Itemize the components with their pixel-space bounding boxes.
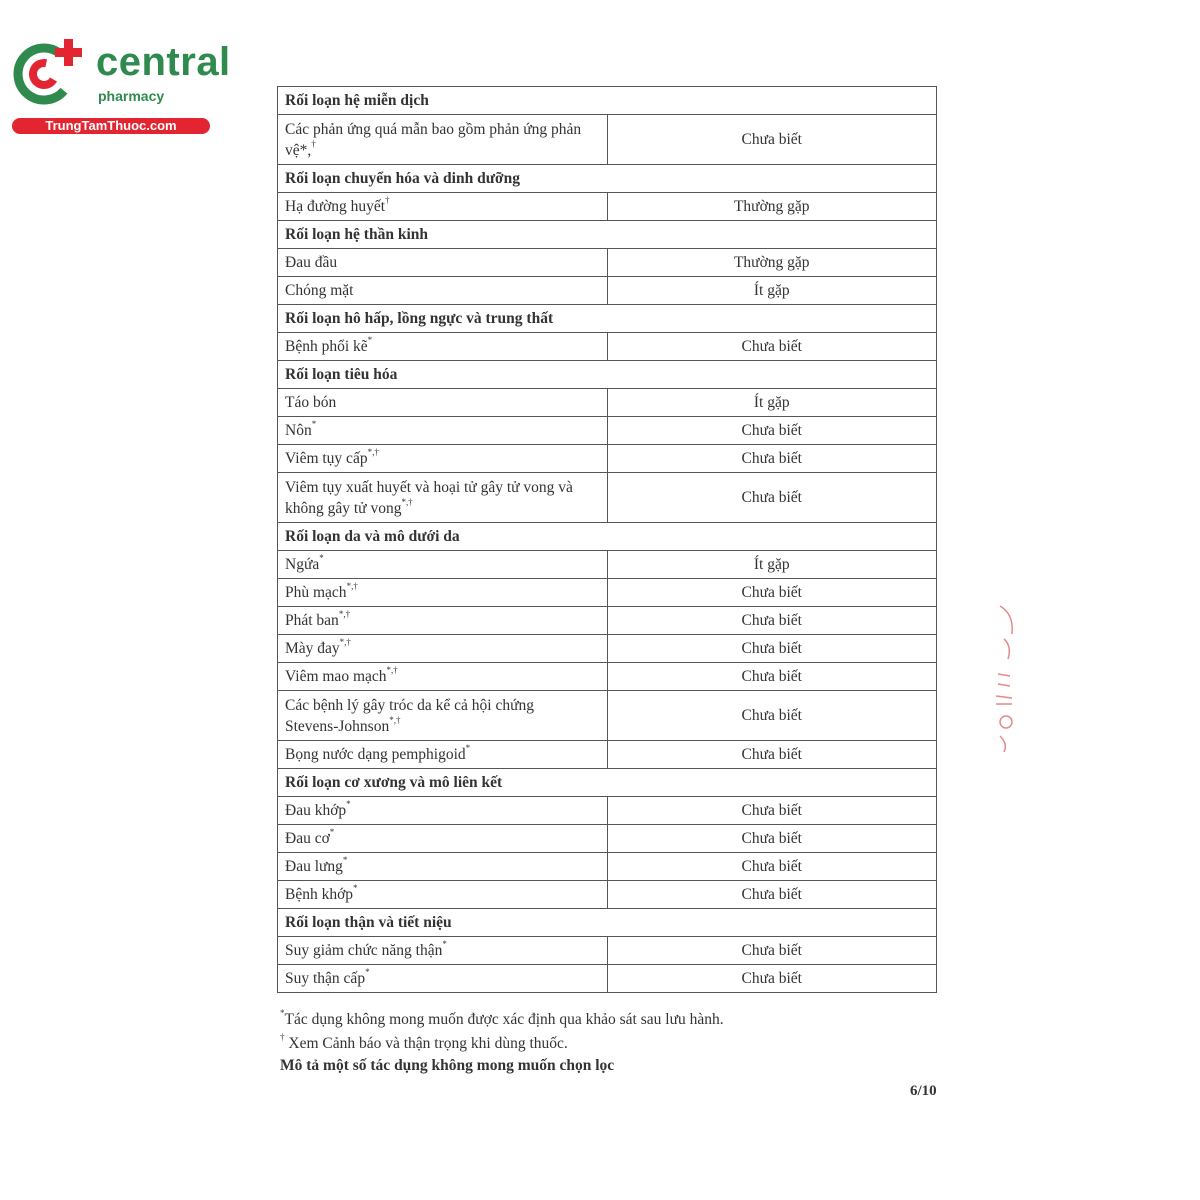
adverse-effect-name <box>278 741 608 769</box>
table-row <box>278 389 937 417</box>
frequency-value: Thường gặp <box>607 193 937 221</box>
footnote-mark: † <box>280 1031 285 1042</box>
effect-name-text: Suy giảm chức năng thận <box>285 942 443 959</box>
footnote-mark: * <box>353 882 358 893</box>
table-row <box>278 825 937 853</box>
table-row <box>278 333 937 361</box>
section-heading: Mô tả một số tác dụng không mong muốn chọn lọc <box>280 1057 615 1074</box>
footnote-mark: *,† <box>367 446 379 457</box>
category-row <box>278 221 937 249</box>
adverse-effect-name <box>278 249 608 277</box>
table-row <box>278 193 937 221</box>
footnote-mark: *,† <box>386 664 398 675</box>
footnote-mark: * <box>342 854 348 865</box>
table-row <box>278 663 937 691</box>
effect-name-text: Táo bón <box>285 394 337 411</box>
effect-name-text-line2: Stevens-Johnson <box>285 718 390 735</box>
frequency-value: Chưa biết <box>607 333 937 361</box>
frequency-value: Chưa biết <box>607 937 937 965</box>
table-row <box>278 853 937 881</box>
frequency-value: Chưa biết <box>607 579 937 607</box>
frequency-value: Chưa biết <box>607 417 937 445</box>
effect-name-text: Phù mạch <box>285 584 347 601</box>
adverse-effect-name <box>278 277 608 305</box>
effect-name-text: Bọng nước dạng pemphigoid <box>285 746 466 763</box>
table-row <box>278 417 937 445</box>
table-row <box>278 115 937 165</box>
effect-name-text: Đau cơ <box>285 830 330 847</box>
adverse-effect-name <box>278 853 608 881</box>
footnotes <box>280 1008 724 1056</box>
adverse-effect-name <box>278 797 608 825</box>
footnote-mark: *,† <box>338 608 351 619</box>
effect-name-text: Các bệnh lý gây tróc da kể cả hội chứng <box>285 697 534 714</box>
effect-name-text: Đau lưng <box>285 858 343 875</box>
footnote-mark: * <box>280 1007 285 1018</box>
table-row <box>278 965 937 993</box>
footnote-mark: *,† <box>401 496 413 507</box>
category-heading: Rối loạn hô hấp, lồng ngực và trung thất <box>278 305 937 333</box>
table-row <box>278 445 937 473</box>
category-row <box>278 523 937 551</box>
table-row <box>278 579 937 607</box>
adverse-effect-name <box>278 607 608 635</box>
frequency-value: Ít gặp <box>607 277 937 305</box>
category-row <box>278 769 937 797</box>
adverse-effects-table-body <box>278 87 937 993</box>
effect-name-text: Đau khớp <box>285 802 347 819</box>
effect-name-text: Viêm tụy cấp <box>285 450 368 467</box>
category-heading: Rối loạn chuyển hóa và dinh dưỡng <box>278 165 937 193</box>
brand-name: central <box>96 40 231 84</box>
effect-name-text: Các phản ứng quá mẫn bao gồm phản ứng phản <box>285 121 582 138</box>
footnote-mark: * <box>346 798 351 809</box>
frequency-value: Ít gặp <box>607 389 937 417</box>
adverse-effect-name <box>278 825 608 853</box>
effect-name-text: Phát ban <box>285 612 339 629</box>
central-pharmacy-logo <box>10 36 231 136</box>
frequency-value: Chưa biết <box>607 473 937 523</box>
table-row <box>278 937 937 965</box>
table-row <box>278 473 937 523</box>
category-heading: Rối loạn hệ miễn dịch <box>278 87 937 115</box>
footnote-mark: * <box>329 826 335 837</box>
effect-name-text-line2: không gây tử vong <box>285 500 402 517</box>
frequency-value: Chưa biết <box>607 965 937 993</box>
red-stamp-mark <box>990 604 1022 754</box>
footnote-text: Tác dụng không mong muốn được xác định qua khảo sát sau lưu hành. <box>284 1011 724 1028</box>
adverse-effect-name <box>278 193 608 221</box>
frequency-value: Chưa biết <box>607 663 937 691</box>
category-heading: Rối loạn hệ thần kinh <box>278 221 937 249</box>
effect-name-text: Nôn <box>285 422 312 439</box>
effect-name-text: Đau đầu <box>285 254 338 271</box>
category-heading: Rối loạn da và mô dưới da <box>278 523 937 551</box>
frequency-value: Thường gặp <box>607 249 937 277</box>
pharmacy-cross-icon <box>10 36 90 108</box>
effect-name-text-line2: vệ*, <box>285 142 312 159</box>
frequency-value: Chưa biết <box>607 825 937 853</box>
adverse-effect-name <box>278 389 608 417</box>
effect-name-text: Bệnh phổi kẽ <box>285 338 368 355</box>
effect-name-text: Ngứa <box>285 556 320 573</box>
footnote-mark: * <box>365 966 370 977</box>
frequency-value: Chưa biết <box>607 853 937 881</box>
footnote-mark: *,† <box>346 580 358 591</box>
category-row <box>278 87 937 115</box>
frequency-value: Chưa biết <box>607 445 937 473</box>
adverse-effect-name <box>278 473 608 523</box>
frequency-value: Chưa biết <box>607 691 937 741</box>
category-heading: Rối loạn thận và tiết niệu <box>278 909 937 937</box>
table-row <box>278 551 937 579</box>
table-row <box>278 249 937 277</box>
frequency-value: Ít gặp <box>607 551 937 579</box>
adverse-effect-name <box>278 691 608 741</box>
category-heading: Rối loạn tiêu hóa <box>278 361 937 389</box>
footnote-mark: * <box>367 334 373 345</box>
frequency-value: Chưa biết <box>607 635 937 663</box>
adverse-effect-name <box>278 881 608 909</box>
footnote-mark: * <box>319 552 324 563</box>
page-number: 6/10 <box>910 1083 937 1099</box>
footnote-mark: * <box>442 938 447 949</box>
frequency-value: Chưa biết <box>607 607 937 635</box>
footnote-mark: * <box>465 742 471 753</box>
table-row <box>278 691 937 741</box>
effect-name-text: Bệnh khớp <box>285 886 354 903</box>
adverse-effect-name <box>278 551 608 579</box>
frequency-value: Chưa biết <box>607 797 937 825</box>
adverse-effect-name <box>278 635 608 663</box>
adverse-effect-name <box>278 663 608 691</box>
frequency-value: Chưa biết <box>607 881 937 909</box>
adverse-effect-name <box>278 333 608 361</box>
adverse-effect-name <box>278 579 608 607</box>
adverse-effects-table <box>277 86 937 993</box>
footnote-text: Xem Cảnh báo và thận trọng khi dùng thuốc. <box>284 1035 568 1052</box>
effect-name-text: Viêm mao mạch <box>285 668 387 685</box>
table-row <box>278 607 937 635</box>
brand-subtitle: pharmacy <box>98 88 165 104</box>
effect-name-text: Chóng mặt <box>285 282 354 299</box>
frequency-value: Chưa biết <box>607 741 937 769</box>
adverse-effect-name <box>278 937 608 965</box>
footnote-mark: * <box>311 418 317 429</box>
footnote-mark: † <box>311 138 316 149</box>
effect-name-text: Hạ đường huyết <box>285 198 386 215</box>
effect-name-text: Viêm tụy xuất huyết và hoại tử gây tử vong và <box>285 479 573 496</box>
footnote-mark: *,† <box>389 714 401 725</box>
category-row <box>278 361 937 389</box>
adverse-effect-name <box>278 115 608 165</box>
footnote-mark: † <box>385 194 390 205</box>
table-row <box>278 881 937 909</box>
footnote-asterisk <box>280 1008 724 1032</box>
table-row <box>278 797 937 825</box>
brand-url: TrungTamThuoc.com <box>12 118 210 134</box>
adverse-effect-name <box>278 417 608 445</box>
table-row <box>278 741 937 769</box>
frequency-value: Chưa biết <box>607 115 937 165</box>
category-row <box>278 165 937 193</box>
adverse-effect-name <box>278 965 608 993</box>
table-row <box>278 635 937 663</box>
category-heading: Rối loạn cơ xương và mô liên kết <box>278 769 937 797</box>
adverse-effect-name <box>278 445 608 473</box>
table-row <box>278 277 937 305</box>
effect-name-text: Suy thận cấp <box>285 970 366 987</box>
category-row <box>278 909 937 937</box>
effect-name-text: Mày đay <box>285 640 340 657</box>
category-row <box>278 305 937 333</box>
footnote-dagger <box>280 1032 724 1056</box>
footnote-mark: *,† <box>339 636 351 647</box>
